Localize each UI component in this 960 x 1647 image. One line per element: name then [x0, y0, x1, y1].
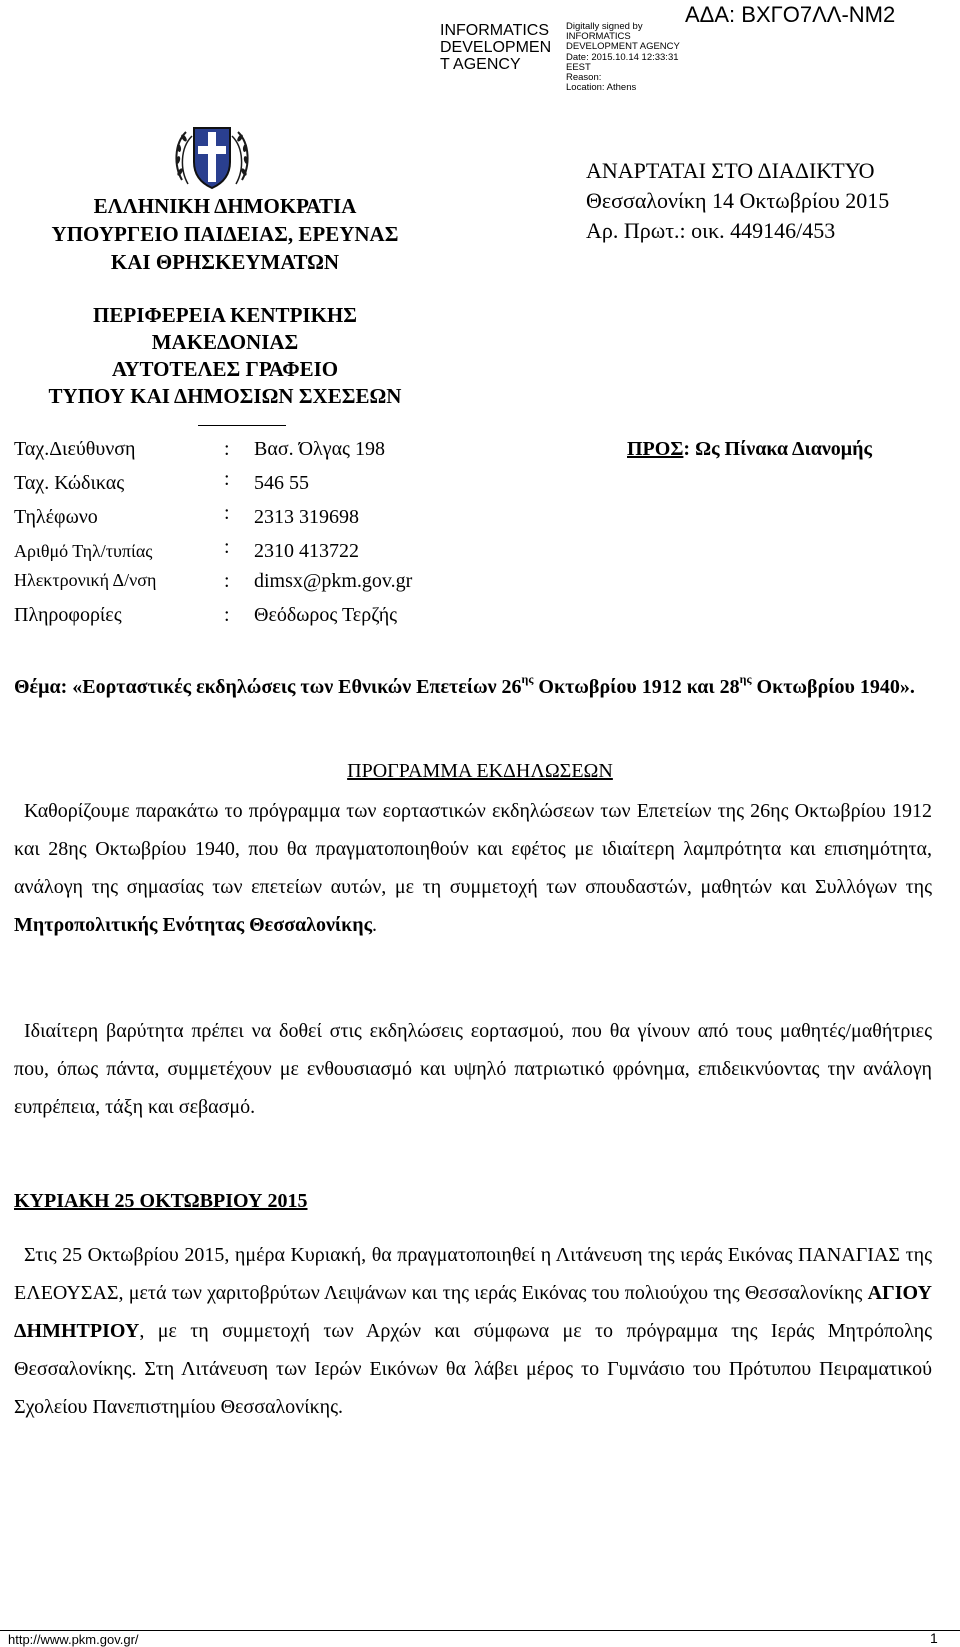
paragraph-text: Στις 25 Οκτωβρίου 2015, ημέρα Κυριακή, θα πραγματοποιηθεί η Λιτάνευση της ιεράς Εικόνας ΠΑΝΑΓΙΑΣ της ΕΛΕΟΥΣΑΣ, μετά των χαριτοβρύτων Λειψάνων και της ιεράς Εικόνας του πολιούχου της Θεσσαλονίκης: [14, 1244, 932, 1304]
contact-label: Ταχ. Κώδικας: [14, 472, 125, 494]
contact-label: Ταχ.Διεύθυνση: [14, 438, 136, 460]
paragraph-text: Καθορίζουμε παρακάτω το πρόγραμμα των εορταστικών εκδηλώσεων των Επετείων της 26ης Οκτωβρίου 1912 και 28ης Οκτωβρίου 1940, που θα πραγματοποιηθούν και εφέτος με ιδιαίτερη λαμπρότητα και επισημότητα, ανάλογη της σημασίας των επετείων αυτών, με τη συμμετοχή των σπουδαστών, μαθητών και Συλλόγων της: [14, 800, 932, 898]
footer-divider: [0, 1630, 960, 1631]
contact-colon: :: [224, 536, 230, 558]
subject-text: Οκτωβρίου 1940».: [751, 676, 915, 698]
body-paragraph: [14, 792, 932, 944]
signature-detail-line: Location: Athens: [566, 82, 637, 94]
document-meta: [586, 156, 889, 246]
signature-detail-line: Reason:: [566, 72, 602, 84]
contact-label: Ηλεκτρονική Δ/νση: [14, 570, 157, 590]
contact-value: 546 55: [254, 472, 309, 494]
protocol-number: Αρ. Πρωτ.: οικ. 449146/453: [586, 218, 836, 243]
region-header: [10, 302, 440, 410]
body-paragraph: [14, 1236, 932, 1426]
contact-label: Πληροφορίες: [14, 604, 122, 626]
contact-colon: :: [224, 604, 230, 626]
header-divider: [198, 425, 286, 426]
subject-text: Θέμα: «Εορταστικές εκδηλώσεις των Εθνικών Επετείων 26: [14, 676, 522, 698]
contact-value: Βασ. Όλγας 198: [254, 438, 385, 460]
signature-detail-line: Digitally signed by: [566, 21, 643, 32]
contact-value: 2313 319698: [254, 506, 359, 528]
ada-code: ΑΔΑ: ΒΧΓΟ7ΛΛ-ΝΜ2: [685, 2, 896, 27]
signature-signer-name: INFORMATICS DEVELOPMEN T AGENCY: [440, 22, 552, 73]
issuer-line: ΚΑΙ ΘΡΗΣΚΕΥΜΑΤΩΝ: [110, 250, 340, 274]
subject-text: Οκτωβρίου 1912 και 28: [533, 676, 740, 698]
subject-line: [14, 666, 932, 708]
document-date: Θεσσαλονίκη 14 Οκτωβρίου 2015: [586, 188, 890, 213]
page-number: 1: [930, 1630, 938, 1646]
paragraph-text: .: [372, 914, 378, 936]
signature-detail-line: INFORMATICS: [566, 31, 631, 43]
region-line: ΜΑΚΕΔΟΝΙΑΣ: [151, 330, 299, 354]
signature-detail-line: DEVELOPMENT AGENCY: [566, 41, 680, 53]
signature-detail-line: Date: 2015.10.14 12:33:31: [566, 51, 679, 63]
contact-email[interactable]: dimsx@pkm.gov.gr: [254, 570, 413, 592]
posting-notice: ΑΝΑΡΤΑΤΑΙ ΣΤΟ ΔΙΑΔΙΚΤΥΟ: [586, 158, 875, 183]
contact-colon: :: [224, 438, 230, 460]
contact-colon: :: [224, 570, 230, 592]
contact-label: Τηλέφωνο: [14, 506, 98, 528]
contact-colon: :: [224, 502, 230, 524]
signature-detail-line: EEST: [566, 61, 591, 73]
paragraph-bold-text: Μητροπολιτικής Ενότητας Θεσσαλονίκης: [14, 914, 373, 936]
issuer-header: [10, 192, 440, 276]
paragraph-text: , με τη συμμετοχή των Αρχών και σύμφωνα με το πρόγραμμα της Ιεράς Μητρόπολης Θεσσαλονίκης. Στη Λιτάνευση των Ιερών Εικόνων θα λάβει μέρος το Γυμνάσιο του Πρότυπου Πειραματικού Σχολείου Πανεπιστημίου Θεσσαλονίκης.: [14, 1320, 932, 1418]
region-line: ΤΥΠΟΥ ΚΑΙ ΔΗΜΟΣΙΩΝ ΣΧΕΣΕΩΝ: [48, 384, 402, 408]
region-line: ΠΕΡΙΦΕΡΕΙΑ ΚΕΝΤΡΙΚΗΣ: [93, 303, 357, 327]
issuer-line: ΥΠΟΥΡΓΕΙΟ ΠΑΙΔΕΙΑΣ, ΕΡΕΥΝΑΣ: [51, 222, 399, 246]
date-heading: ΚΥΡΙΑΚΗ 25 ΟΚΤΩΒΡΙΟΥ 2015: [14, 1190, 308, 1212]
issuer-line: ΕΛΛΗΝΙΚΗ ΔΗΜΟΚΡΑΤΙΑ: [93, 194, 357, 218]
recipient-label: ΠΡΟΣ: [627, 438, 684, 460]
region-line: ΑΥΤΟΤΕΛΕΣ ΓΡΑΦΕΙΟ: [111, 357, 339, 381]
footer-url-link[interactable]: http://www.pkm.gov.gr/: [8, 1632, 139, 1647]
contact-label: Αριθμό Τηλ/τυπίας: [14, 541, 153, 561]
paragraph-bold-text: ΑΓΙΟΥ ΔΗΜΗΤΡΙΟΥ: [14, 1282, 932, 1342]
subject-superscript: ης: [739, 672, 752, 686]
contact-colon: :: [224, 468, 230, 490]
contact-value: 2310 413722: [254, 540, 359, 562]
subject-superscript: ης: [521, 672, 534, 686]
contact-value: Θεόδωρος Τερζής: [254, 604, 398, 626]
signature-details: [566, 22, 696, 93]
recipient: [627, 438, 872, 461]
section-title: ΠΡΟΓΡΑΜΜΑ ΕΚΔΗΛΩΣΕΩΝ: [347, 760, 613, 782]
body-paragraph: Ιδιαίτερη βαρύτητα πρέπει να δοθεί στις εκδηλώσεις εορτασμού, που θα γίνουν από τους μαθητές/μαθήτριες που, όπως πάντα, συμμετέχουν με ενθουσιασμό και υψηλό πατριωτικό φρόνημα, επιδεικνύοντας την ανάλογη ευπρέπεια, τάξη και σεβασμό.: [14, 1020, 932, 1118]
greek-state-emblem-icon: [168, 118, 256, 198]
recipient-value: : Ως Πίνακα Διανομής: [683, 438, 872, 460]
